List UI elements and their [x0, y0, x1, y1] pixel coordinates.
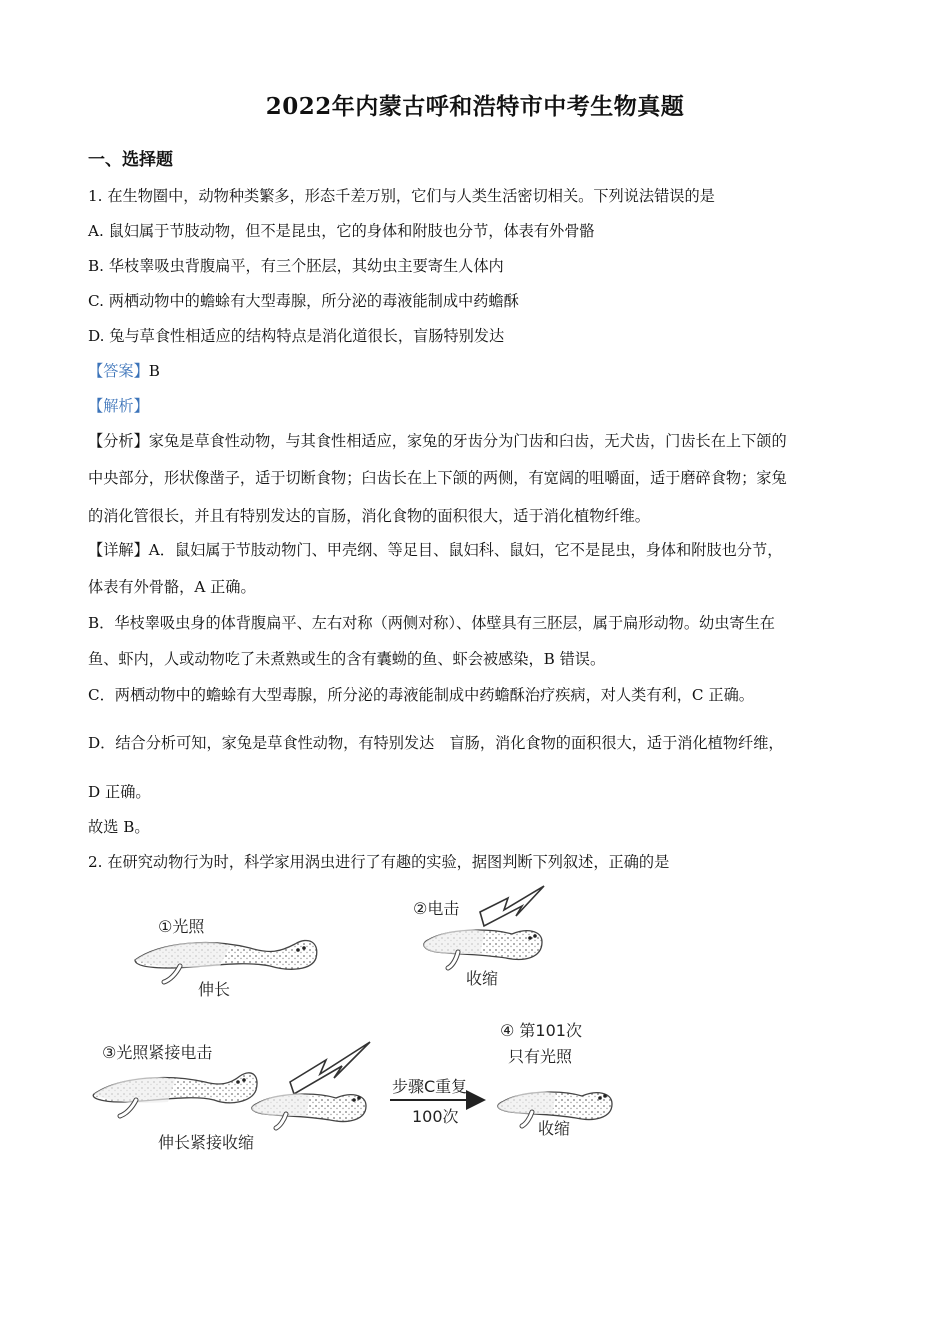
analysis-line: 【分析】家兔是草食性动物，与其食性相适应，家兔的牙齿分为门齿和臼齿，无犬齿，门齿长在上下颌的	[88, 432, 787, 450]
planarian-elongated-illustration	[93, 1073, 257, 1116]
step4-label-line1: ④ 第101次	[500, 1021, 582, 1040]
planarian-elongated-illustration	[135, 940, 317, 982]
planarian-contracted-illustration	[252, 1094, 366, 1128]
step4-caption: 收缩	[538, 1119, 571, 1138]
analysis-line: D．结合分析可知，家兔是草食性动物，有特别发达 盲肠，消化食物的面积很大，适于消化植物纤维，	[88, 734, 784, 752]
analysis-line: B．华枝睾吸虫身的体背腹扁平、左右对称（两侧对称）、体壁具有三胚层，属于扁形动物。幼虫寄生在	[88, 614, 775, 632]
analysis-line: 鱼、虾内，人或动物吃了未煮熟或生的含有囊蚴的鱼、虾会被感染，B 错误。	[88, 650, 606, 668]
step3-caption: 伸长紧接收缩	[158, 1133, 255, 1152]
planarian-experiment-figure	[80, 870, 640, 1160]
answer-label: 【答案】	[88, 362, 149, 380]
lightning-icon	[480, 886, 544, 926]
analysis-line: 体表有外骨骼，A 正确。	[88, 578, 256, 596]
arrow-bottom-label: 100次	[412, 1107, 459, 1126]
option-a: A. 鼠妇属于节肢动物，但不是昆虫，它的身体和附肢也分节，体表有外骨骼	[88, 222, 595, 240]
analysis-label: 【解析】	[88, 397, 149, 415]
answer-value: B	[148, 362, 160, 380]
step1-label: ①光照	[158, 917, 205, 936]
analysis-line: 的消化管很长，并且有特别发达的盲肠，消化食物的面积很大，适于消化植物纤维。	[88, 507, 650, 525]
analysis-line: 中央部分，形状像凿子，适于切断食物；臼齿长在上下颌的两侧，有宽阔的咀嚼面，适于磨碎食物；家兔	[88, 469, 787, 487]
question-1-stem: 1. 在生物圈中，动物种类繁多，形态千差万别，它们与人类生活密切相关。下列说法错误的是	[88, 187, 715, 205]
step1-caption: 伸长	[198, 980, 231, 999]
option-b: B. 华枝睾吸虫背腹扁平，有三个胚层，其幼虫主要寄生人体内	[88, 257, 504, 275]
step2-label: ②电击	[413, 899, 460, 918]
question-2-stem: 2. 在研究动物行为时，科学家用涡虫进行了有趣的实验，据图判断下列叙述，正确的是	[88, 853, 670, 871]
answer-line	[88, 360, 160, 381]
step4-label-line2: 只有光照	[508, 1047, 573, 1066]
section-heading: 一、选择题	[88, 150, 173, 170]
step3-label: ③光照紧接电击	[102, 1043, 213, 1062]
analysis-line: C．两栖动物中的蟾蜍有大型毒腺，所分泌的毒液能制成中药蟾酥治疗疾病，对人类有利，C 正确。	[88, 686, 754, 704]
lightning-icon	[290, 1042, 370, 1094]
planarian-contracted-illustration	[424, 930, 542, 968]
analysis-line: 【详解】A．鼠妇属于节肢动物门、甲壳纲、等足目、鼠妇科、鼠妇，它不是昆虫，身体和附肢也分节，	[88, 541, 783, 559]
page-title: 2022年内蒙古呼和浩特市中考生物真题	[265, 93, 685, 120]
step2-caption: 收缩	[466, 969, 499, 988]
option-c: C. 两栖动物中的蟾蜍有大型毒腺，所分泌的毒液能制成中药蟾酥	[88, 292, 519, 310]
analysis-line: D 正确。	[88, 783, 151, 801]
arrow-top-label: 步骤C重复	[392, 1077, 468, 1096]
option-d: D. 兔与草食性相适应的结构特点是消化道很长，盲肠特别发达	[88, 327, 505, 345]
analysis-line: 故选 B。	[88, 818, 150, 836]
